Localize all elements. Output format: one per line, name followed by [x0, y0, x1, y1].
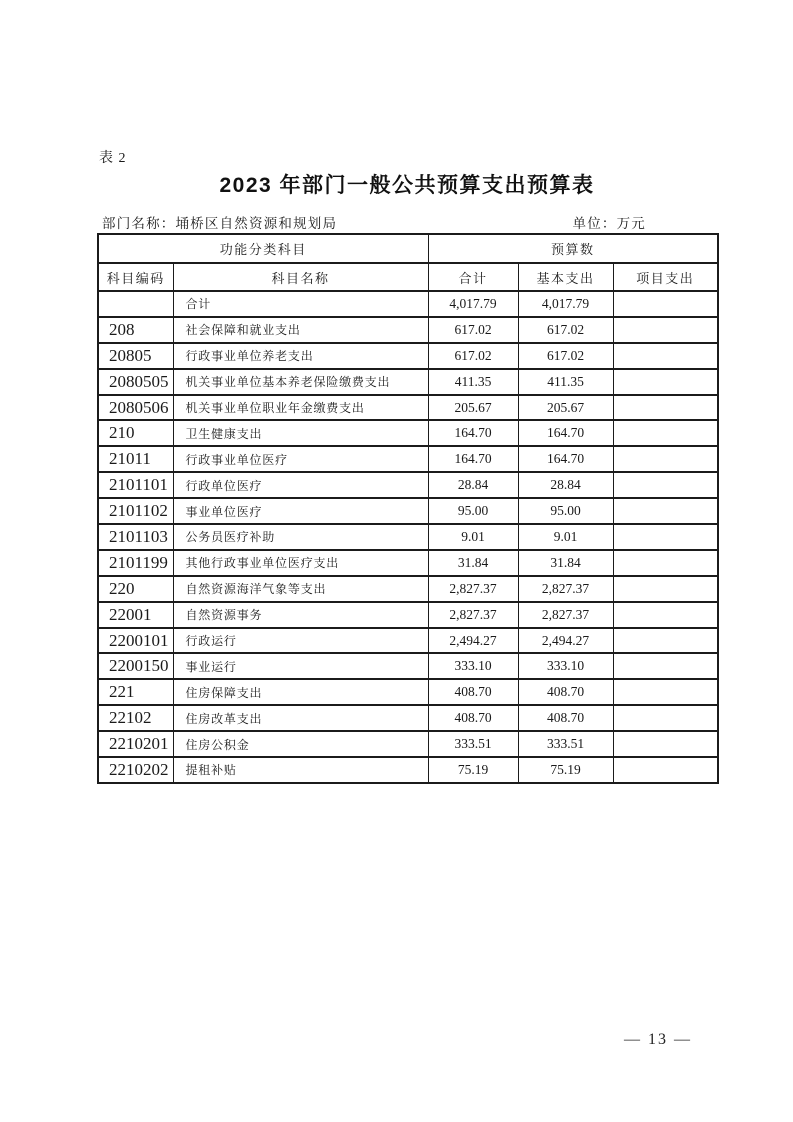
table-row [98, 731, 718, 757]
cell-basic-expenditure: 2,494.27 [518, 628, 613, 654]
table-row [98, 757, 718, 783]
cell-basic-expenditure: 408.70 [518, 679, 613, 705]
cell-subject-name: 其他行政事业单位医疗支出 [173, 550, 428, 576]
cell-project-expenditure [613, 369, 718, 395]
cell-total-amount: 164.70 [428, 420, 518, 446]
table-row [98, 343, 718, 369]
table-row [98, 576, 718, 602]
cell-basic-expenditure: 617.02 [518, 343, 613, 369]
cell-total-amount: 411.35 [428, 369, 518, 395]
cell-total-amount: 2,827.37 [428, 602, 518, 628]
cell-subject-code: 2210201 [98, 731, 173, 757]
table-row [98, 291, 718, 317]
cell-project-expenditure [613, 420, 718, 446]
cell-project-expenditure [613, 731, 718, 757]
cell-subject-code: 2101101 [98, 472, 173, 498]
cell-total-amount: 408.70 [428, 679, 518, 705]
unit-label: 单位：万元 [572, 216, 646, 231]
header-function-category: 功能分类科目 [98, 234, 428, 263]
cell-project-expenditure [613, 653, 718, 679]
cell-subject-name: 机关事业单位职业年金缴费支出 [173, 395, 428, 421]
cell-subject-name: 住房保障支出 [173, 679, 428, 705]
cell-total-amount: 205.67 [428, 395, 518, 421]
cell-basic-expenditure: 411.35 [518, 369, 613, 395]
table-row [98, 369, 718, 395]
cell-subject-code: 20805 [98, 343, 173, 369]
cell-subject-name: 行政单位医疗 [173, 472, 428, 498]
cell-project-expenditure [613, 317, 718, 343]
cell-project-expenditure [613, 291, 718, 317]
table-row [98, 446, 718, 472]
cell-basic-expenditure: 4,017.79 [518, 291, 613, 317]
table-row [98, 524, 718, 550]
cell-basic-expenditure: 9.01 [518, 524, 613, 550]
cell-project-expenditure [613, 705, 718, 731]
cell-total-amount: 2,494.27 [428, 628, 518, 654]
cell-project-expenditure [613, 628, 718, 654]
cell-subject-name: 机关事业单位基本养老保险缴费支出 [173, 369, 428, 395]
cell-total-amount: 333.10 [428, 653, 518, 679]
cell-basic-expenditure: 75.19 [518, 757, 613, 783]
table-row [98, 602, 718, 628]
cell-total-amount: 164.70 [428, 446, 518, 472]
table-row [98, 705, 718, 731]
cell-subject-name: 合计 [173, 291, 428, 317]
cell-basic-expenditure: 333.51 [518, 731, 613, 757]
page-number: — 13 — [624, 1031, 692, 1048]
table-row [98, 420, 718, 446]
cell-subject-code: 2200150 [98, 653, 173, 679]
table-row [98, 498, 718, 524]
cell-project-expenditure [613, 446, 718, 472]
cell-subject-name: 卫生健康支出 [173, 420, 428, 446]
cell-subject-code: 2210202 [98, 757, 173, 783]
cell-basic-expenditure: 95.00 [518, 498, 613, 524]
cell-subject-name: 公务员医疗补助 [173, 524, 428, 550]
cell-subject-code: 210 [98, 420, 173, 446]
cell-subject-name: 自然资源事务 [173, 602, 428, 628]
cell-subject-code: 2101199 [98, 550, 173, 576]
cell-project-expenditure [613, 679, 718, 705]
cell-subject-code: 21011 [98, 446, 173, 472]
cell-project-expenditure [613, 602, 718, 628]
cell-subject-name: 事业单位医疗 [173, 498, 428, 524]
cell-project-expenditure [613, 343, 718, 369]
cell-subject-code: 208 [98, 317, 173, 343]
column-header-total: 合计 [428, 263, 518, 291]
cell-subject-name: 事业运行 [173, 653, 428, 679]
cell-project-expenditure [613, 395, 718, 421]
table-row [98, 550, 718, 576]
cell-basic-expenditure: 617.02 [518, 317, 613, 343]
cell-subject-code: 220 [98, 576, 173, 602]
table-row [98, 472, 718, 498]
cell-subject-name: 社会保障和就业支出 [173, 317, 428, 343]
column-header-code: 科目编码 [98, 263, 173, 291]
cell-subject-name: 行政事业单位养老支出 [173, 343, 428, 369]
column-header-basic: 基本支出 [518, 263, 613, 291]
cell-project-expenditure [613, 576, 718, 602]
cell-project-expenditure [613, 550, 718, 576]
cell-subject-code: 221 [98, 679, 173, 705]
table-row [98, 679, 718, 705]
meta-row [102, 212, 646, 232]
cell-total-amount: 4,017.79 [428, 291, 518, 317]
cell-subject-code: 2200101 [98, 628, 173, 654]
column-header-project: 项目支出 [613, 263, 718, 291]
cell-subject-code: 22001 [98, 602, 173, 628]
cell-basic-expenditure: 31.84 [518, 550, 613, 576]
cell-basic-expenditure: 205.67 [518, 395, 613, 421]
column-header-name: 科目名称 [173, 263, 428, 291]
cell-subject-code: 2080506 [98, 395, 173, 421]
table-row [98, 317, 718, 343]
cell-subject-name: 行政运行 [173, 628, 428, 654]
cell-project-expenditure [613, 498, 718, 524]
column-header-row [98, 263, 718, 291]
cell-project-expenditure [613, 472, 718, 498]
cell-subject-code [98, 291, 173, 317]
table-row [98, 395, 718, 421]
cell-total-amount: 95.00 [428, 498, 518, 524]
cell-total-amount: 333.51 [428, 731, 518, 757]
cell-basic-expenditure: 2,827.37 [518, 576, 613, 602]
cell-basic-expenditure: 164.70 [518, 446, 613, 472]
cell-basic-expenditure: 2,827.37 [518, 602, 613, 628]
cell-total-amount: 617.02 [428, 343, 518, 369]
cell-total-amount: 75.19 [428, 757, 518, 783]
cell-basic-expenditure: 333.10 [518, 653, 613, 679]
table-number-label: 表 2 [99, 151, 127, 166]
cell-total-amount: 31.84 [428, 550, 518, 576]
cell-subject-name: 自然资源海洋气象等支出 [173, 576, 428, 602]
cell-subject-name: 提租补贴 [173, 757, 428, 783]
department-name-label: 部门名称：埇桥区自然资源和规划局 [102, 216, 338, 231]
cell-total-amount: 2,827.37 [428, 576, 518, 602]
cell-total-amount: 9.01 [428, 524, 518, 550]
cell-subject-name: 住房改革支出 [173, 705, 428, 731]
cell-project-expenditure [613, 524, 718, 550]
document-title: 2023 年部门一般公共预算支出预算表 [219, 174, 595, 197]
cell-project-expenditure [613, 757, 718, 783]
cell-subject-code: 22102 [98, 705, 173, 731]
table-body [98, 291, 718, 783]
cell-total-amount: 28.84 [428, 472, 518, 498]
cell-basic-expenditure: 164.70 [518, 420, 613, 446]
header-group-row [98, 234, 718, 263]
cell-total-amount: 408.70 [428, 705, 518, 731]
cell-subject-code: 2101103 [98, 524, 173, 550]
header-budget-figures: 预算数 [428, 234, 718, 263]
table-row [98, 628, 718, 654]
cell-subject-name: 住房公积金 [173, 731, 428, 757]
cell-subject-code: 2080505 [98, 369, 173, 395]
budget-table [97, 233, 719, 784]
table-row [98, 653, 718, 679]
table-header [98, 234, 718, 291]
cell-total-amount: 617.02 [428, 317, 518, 343]
cell-basic-expenditure: 28.84 [518, 472, 613, 498]
cell-subject-name: 行政事业单位医疗 [173, 446, 428, 472]
cell-subject-code: 2101102 [98, 498, 173, 524]
cell-basic-expenditure: 408.70 [518, 705, 613, 731]
